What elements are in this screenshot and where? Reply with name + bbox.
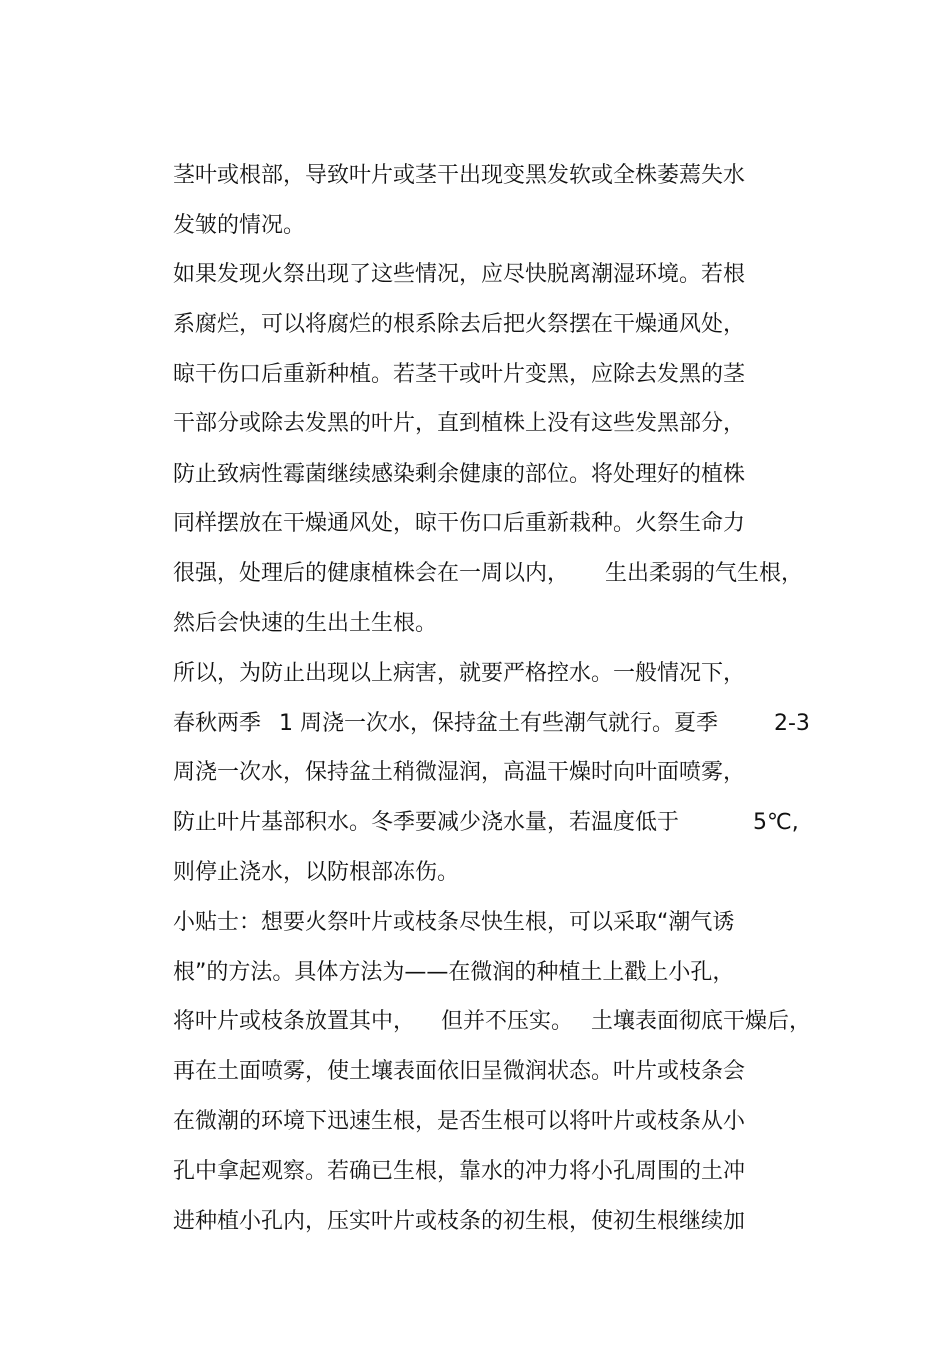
text-line — [145, 722, 745, 785]
text-segment: 茎叶或根部，导致叶片或茎干出现变黑发软或全株萎蔫失水 — [172, 163, 745, 188]
text-segment: 在微潮的环境下迅速生根，是否生根可以将叶片或枝条从小 — [172, 1109, 745, 1134]
text-segment: 小贴士：想要火祭叶片或枝条尽快生根，可以采取“潮气诱 — [172, 910, 735, 935]
text-segment: 再在土面喷雾，使土壤表面依旧呈微润状态。叶片或枝条会 — [172, 1059, 745, 1084]
text-segment: 2-3 — [774, 711, 810, 736]
text-segment: 防止叶片基部积水。冬季要减少浇水量，若温度低于 — [172, 810, 679, 835]
text-line — [145, 1121, 745, 1184]
text-segment: 然后会快速的生出土生根。 — [172, 611, 437, 636]
text-line — [145, 971, 812, 1034]
text-segment: 生出柔弱的气生根， — [605, 561, 804, 586]
text-line — [145, 424, 745, 487]
text-segment: 土壤表面彻底干燥后， — [591, 1009, 812, 1034]
text-segment: 5℃, — [753, 810, 799, 835]
text-line — [145, 822, 459, 885]
text-segment: 很强，处理后的健康植株会在一周以内， — [172, 561, 569, 586]
text-segment: 系腐烂，可以将腐烂的根系除去后把火祭摆在干燥通风处， — [172, 312, 745, 337]
text-segment: 所以，为防止出现以上病害，就要严格控水。一般情况下， — [172, 661, 745, 686]
text-line — [145, 573, 437, 636]
text-segment: 如果发现火祭出现了这些情况，应尽快脱离潮湿环境。若根 — [172, 262, 745, 287]
text-line — [145, 473, 745, 536]
text-line — [145, 373, 745, 436]
text-segment: 将叶片或枝条放置其中， — [172, 1009, 415, 1034]
text-line — [145, 274, 745, 337]
text-line — [145, 922, 735, 985]
text-segment: 发皱的情况。 — [172, 213, 305, 238]
text-line — [145, 623, 745, 686]
text-segment: 则停止浇水，以防根部冻伤。 — [172, 860, 459, 885]
text-line — [145, 125, 745, 188]
text-line — [145, 224, 745, 287]
text-segment: 同样摆放在干燥通风处，晾干伤口后重新栽种。火祭生命力 — [172, 511, 745, 536]
text-segment: 春秋两季 — [172, 711, 261, 736]
text-line — [145, 673, 810, 736]
text-segment: 根”的方法。具体方法为——在微润的种植土上戳上小孔， — [172, 960, 735, 985]
text-segment: 干部分或除去发黑的叶片，直到植株上没有这些发黑部分， — [172, 411, 745, 436]
text-segment: 孔中拿起观察。若确已生根，靠水的冲力将小孔周围的土冲 — [172, 1159, 745, 1184]
text-line — [145, 175, 305, 238]
text-segment: 周浇一次水，保持盆土稍微湿润，高温干燥时向叶面喷雾， — [172, 760, 745, 785]
text-segment: 防止致病性霉菌继续感染剩余健康的部位。将处理好的植株 — [172, 462, 745, 487]
text-segment: 进种植小孔内，压实叶片或枝条的初生根，使初生根继续加 — [172, 1209, 745, 1234]
text-segment: 晾干伤口后重新种植。若茎干或叶片变黑，应除去发黑的茎 — [172, 362, 745, 387]
text-line — [145, 872, 735, 935]
text-line — [145, 1021, 745, 1084]
text-line — [145, 1171, 745, 1234]
text-line — [145, 523, 804, 586]
text-line — [145, 772, 799, 835]
text-segment: 但并不压实。 — [441, 1009, 574, 1034]
text-line — [145, 324, 745, 387]
text-segment: 1 周浇一次水，保持盆土有些潮气就行。夏季 — [279, 711, 718, 736]
text-line — [145, 1071, 745, 1134]
